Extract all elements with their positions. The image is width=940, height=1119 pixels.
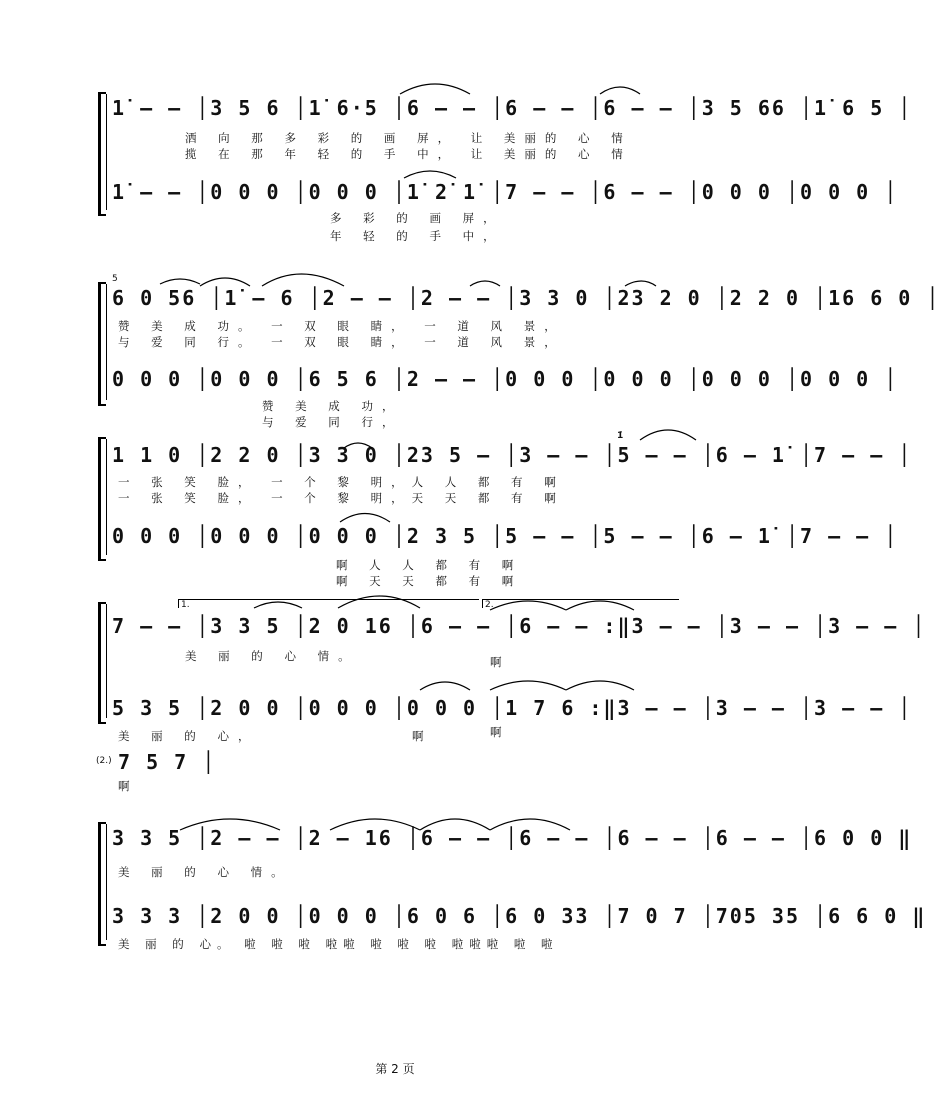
system-bracket: [98, 822, 106, 946]
lower-voice-notes: 5 3 5 │2 0 0 │0 0 0 │0 0 0 │1 7 6 :‖3 ‒ ‒ │3 ‒ ‒ │3 ‒ ‒ │: [112, 696, 913, 720]
variant-notes: 7 5 7 │: [118, 750, 217, 774]
lower-voice-lyrics: 美 丽 的 心，: [118, 729, 259, 743]
lower-voice-lyrics-ending-2: 啊: [490, 725, 511, 739]
upper-voice-lyrics-verse-2: 揽 在 那 年 轻 的 手 中， 让 美丽的 心 情: [185, 147, 632, 161]
system-bracket: [98, 437, 106, 561]
variant-label: (2.): [96, 756, 112, 766]
lower-voice-lyrics-verse-2: 啊 天 天 都 有 啊: [336, 574, 523, 588]
lower-voice-lyrics-verse-1: 啊 人 人 都 有 啊: [336, 558, 523, 572]
upper-voice-lyrics-verse-2: 与 爱 同 行。 一 双 眼 睛， 一 道 风 景，: [118, 335, 565, 349]
upper-voice-notes: 3 3 5 │2 ‒ ‒ │2 ‒ 16 │6 ‒ ‒ │6 ‒ ‒ │6 ‒ ‒ │6 ‒ ‒ │6 0 0 ‖: [112, 826, 913, 850]
upper-voice-lyrics-verse-1: 一 张 笑 脸， 一 个 黎 明，人 人 都 有 啊: [118, 475, 565, 489]
lower-voice-lyrics-verse-1: 多 彩 的 画 屏，: [330, 211, 504, 225]
first-ending-label: 1.: [181, 600, 190, 610]
page-number-footer: 第 2 页: [375, 1062, 415, 1076]
upper-voice-lyrics-ending-2: 啊: [490, 655, 511, 669]
system-bracket: [98, 602, 106, 724]
system-bracket: [98, 282, 106, 406]
lower-voice-lyrics-ah: 啊: [412, 729, 433, 743]
upper-voice-notes: 1̇ ‒ ‒ │3 5 6 │1̇ 6·5 │6 ‒ ‒ │6 ‒ ‒ │6 ‒ ‒ │3 5 66 │1̇ 6 5 │: [112, 96, 913, 120]
upper-voice-notes: 7 ‒ ‒ │3 3 5 │2 0 16 │6 ‒ ‒ │6 ‒ ‒ :‖3 ‒ ‒ │3 ‒ ‒ │3 ‒ ‒ │: [112, 614, 927, 638]
system-bracket-inner: [106, 604, 107, 718]
lower-voice-notes: 0 0 0 │0 0 0 │0 0 0 │2 3 5 │5 ‒ ‒ │5 ‒ ‒ │6 ‒ 1̇ │7 ‒ ‒ │: [112, 524, 899, 548]
lower-voice-lyrics-verse-2: 与 爱 同 行，: [262, 415, 403, 429]
upper-voice-notes: 6 0 56 │1̇ ‒ 6 │2 ‒ ‒ │2 ‒ ‒ │3 3 0 │23 2 0 │2 2 0 │16 6 0 │: [112, 286, 940, 310]
lower-voice-notes: 0 0 0 │0 0 0 │6 5 6 │2 ‒ ‒ │0 0 0 │0 0 0 │0 0 0 │0 0 0 │: [112, 367, 899, 391]
lower-voice-notes: 3 3 3 │2 0 0 │0 0 0 │6 0 6 │6 0 33 │7 0 7 │705 35 │6 6 0 ‖: [112, 904, 927, 928]
upper-voice-notes: 1 1 0 │2 2 0 │3 3 0 │23 5 ‒ │3 ‒ ‒ │5 ‒ ‒ │6 ‒ 1̇ │7 ‒ ‒ │: [112, 443, 913, 467]
lower-voice-lyrics-verse-2: 年 轻 的 手 中，: [330, 229, 504, 243]
system-bracket-inner: [106, 94, 107, 210]
system-bracket: [98, 92, 106, 216]
upper-voice-lyrics-verse-2: 一 张 笑 脸， 一 个 黎 明，天 天 都 有 啊: [118, 491, 565, 505]
lower-voice-notes: 1̇ ‒ ‒ │0 0 0 │0 0 0 │1̇ 2̇ 1̇ │7 ‒ ‒ │6 ‒ ‒ │0 0 0 │0 0 0 │: [112, 180, 899, 204]
system-bracket-inner: [106, 824, 107, 940]
measure-number: 5: [112, 274, 118, 284]
system-bracket-inner: [106, 284, 107, 400]
second-ending-label: 2.: [485, 600, 494, 610]
system-bracket-inner: [106, 439, 107, 555]
upper-voice-lyrics: 美 丽 的 心 情。: [118, 865, 292, 879]
upper-voice-lyrics: 美 丽 的 心 情。: [185, 649, 359, 663]
second-ending-bracket: [482, 599, 679, 608]
upper-voice-lyrics-verse-1: 赞 美 成 功。 一 双 眼 睛， 一 道 风 景，: [118, 319, 565, 333]
first-ending-bracket: [178, 599, 479, 608]
variant-lyric: 啊: [118, 779, 139, 793]
upper-voice-lyrics-verse-1: 洒 向 那 多 彩 的 画 屏， 让 美丽的 心 情: [185, 131, 632, 145]
lower-voice-lyrics-verse-1: 赞 美 成 功，: [262, 399, 403, 413]
lower-voice-lyrics: 美 丽 的 心。 啦 啦 啦 啦啦 啦 啦 啦 啦啦啦 啦 啦: [118, 937, 559, 951]
grace-note: 1̇: [617, 431, 624, 441]
